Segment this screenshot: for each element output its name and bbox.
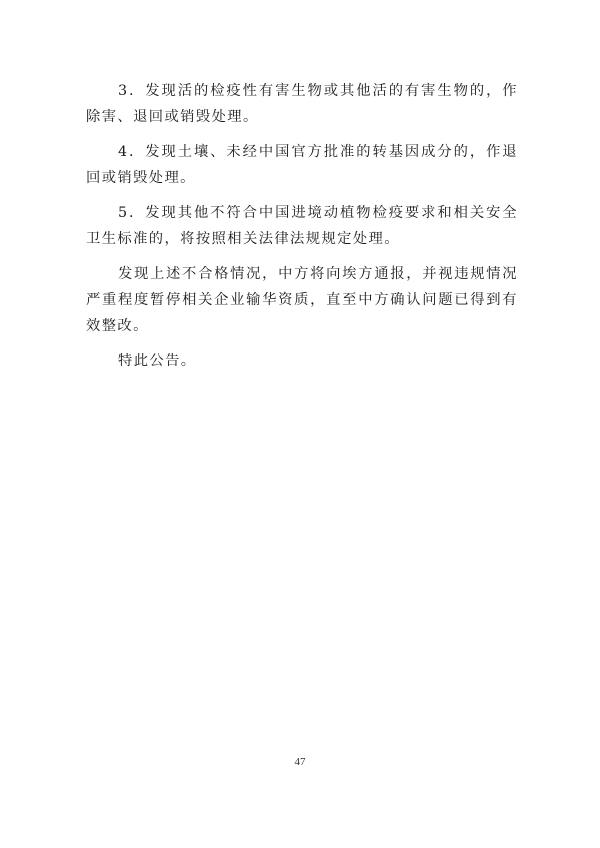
- paragraph-item-3: 3．发现活的检疫性有害生物或其他活的有害生物的，作除害、退回或销毁处理。: [86, 83, 518, 125]
- paragraph-closing: 特此公告。: [118, 353, 197, 369]
- paragraph-item-4: 4．发现土壤、未经中国官方批准的转基因成分的，作退回或销毁处理。: [86, 144, 518, 186]
- paragraph-item-5: 5．发现其他不符合中国进境动植物检疫要求和相关安全卫生标准的，将按照相关法律法规规定处理。: [86, 205, 518, 247]
- document-body: [86, 78, 518, 383]
- paragraph-notification: 发现上述不合格情况，中方将向埃方通报，并视违规情况严重程度暂停相关企业输华资质，直至中方确认问题已得到有效整改。: [86, 266, 518, 334]
- page-number: 47: [294, 756, 306, 768]
